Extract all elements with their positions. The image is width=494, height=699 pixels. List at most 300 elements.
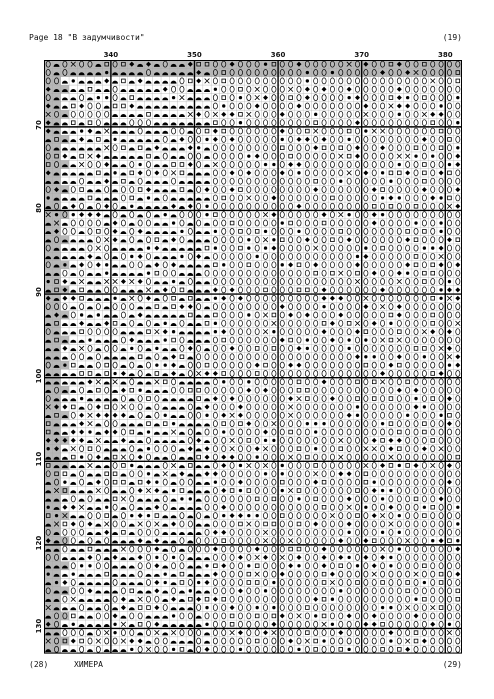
stitch-oval <box>355 596 359 602</box>
stitch-halfmoon <box>196 265 202 268</box>
stitch-square <box>239 112 243 116</box>
stitch-halfmoon <box>196 239 202 242</box>
stitch-oval <box>389 479 393 485</box>
stitch-oval <box>364 563 368 569</box>
stitch-oval <box>88 161 92 167</box>
stitch-oval <box>456 212 460 218</box>
stitch-oval <box>213 103 217 109</box>
stitch-oval <box>456 462 460 468</box>
stitch-oval <box>113 638 117 644</box>
stitch-oval <box>289 178 293 184</box>
stitch-halfmoon <box>112 591 118 594</box>
stitch-oval <box>222 153 226 159</box>
stitch-oval <box>130 546 134 552</box>
stitch-oval <box>263 253 267 259</box>
stitch-oval <box>230 270 234 276</box>
stitch-diamond <box>288 563 293 568</box>
stitch-diamond <box>213 530 218 535</box>
stitch-dot <box>423 355 426 358</box>
stitch-square <box>431 505 435 509</box>
stitch-halfmoon <box>129 599 135 602</box>
stitch-halfmoon <box>154 223 160 226</box>
stitch-dot <box>264 63 267 66</box>
stitch-halfmoon <box>179 156 185 159</box>
stitch-cross <box>364 463 369 468</box>
stitch-halfmoon <box>179 273 185 276</box>
stitch-oval <box>456 446 460 452</box>
stitch-oval <box>205 496 209 502</box>
stitch-cross <box>422 329 427 334</box>
stitch-oval <box>406 563 410 569</box>
stitch-oval <box>439 212 443 218</box>
stitch-cross <box>171 430 176 435</box>
stitch-oval <box>397 370 401 376</box>
stitch-oval <box>105 111 109 117</box>
stitch-diamond <box>347 471 352 476</box>
stitch-dot <box>398 531 401 534</box>
stitch-oval <box>247 638 251 644</box>
stitch-diamond <box>196 254 201 259</box>
stitch-oval <box>355 471 359 477</box>
stitch-cross <box>355 321 360 326</box>
stitch-oval <box>121 187 125 193</box>
stitch-diamond <box>455 547 460 552</box>
stitch-halfmoon <box>129 373 135 376</box>
stitch-oval <box>289 237 293 243</box>
stitch-oval <box>372 78 376 84</box>
stitch-oval <box>406 630 410 636</box>
stitch-diamond <box>205 455 210 460</box>
stitch-dot <box>381 531 384 534</box>
stitch-halfmoon <box>62 356 68 359</box>
stitch-oval <box>364 379 368 385</box>
stitch-square <box>155 238 159 242</box>
stitch-oval <box>347 579 351 585</box>
stitch-halfmoon <box>87 582 93 585</box>
stitch-diamond <box>313 480 318 485</box>
stitch-halfmoon <box>112 273 118 276</box>
stitch-oval <box>397 262 401 268</box>
stitch-square <box>364 472 368 476</box>
stitch-square <box>289 338 293 342</box>
stitch-diamond <box>414 613 419 618</box>
stitch-oval <box>247 412 251 418</box>
stitch-halfmoon <box>204 290 210 293</box>
stitch-oval <box>314 203 318 209</box>
stitch-oval <box>255 529 259 535</box>
stitch-oval <box>414 245 418 251</box>
stitch-oval <box>255 588 259 594</box>
stitch-diamond <box>205 580 210 585</box>
stitch-diamond <box>113 613 118 618</box>
stitch-oval <box>255 161 259 167</box>
stitch-halfmoon <box>204 231 210 234</box>
stitch-oval <box>230 404 234 410</box>
stitch-oval <box>431 571 435 577</box>
stitch-oval <box>364 596 368 602</box>
stitch-oval <box>355 170 359 176</box>
stitch-halfmoon <box>146 139 152 142</box>
stitch-square <box>448 171 452 175</box>
stitch-oval <box>422 295 426 301</box>
stitch-oval <box>314 320 318 326</box>
stitch-oval <box>372 462 376 468</box>
stitch-oval <box>180 521 184 527</box>
stitch-halfmoon <box>79 256 85 259</box>
stitch-halfmoon <box>137 440 143 443</box>
stitch-diamond <box>322 379 327 384</box>
stitch-oval <box>280 161 284 167</box>
stitch-oval <box>456 136 460 142</box>
stitch-oval <box>422 479 426 485</box>
stitch-diamond <box>455 262 460 267</box>
stitch-cross <box>230 630 235 635</box>
stitch-cross <box>88 154 93 159</box>
stitch-oval <box>230 429 234 435</box>
stitch-oval <box>255 178 259 184</box>
stitch-halfmoon <box>196 565 202 568</box>
stitch-oval <box>339 613 343 619</box>
stitch-halfmoon <box>179 641 185 644</box>
stitch-diamond <box>79 413 84 418</box>
stitch-oval <box>406 120 410 126</box>
stitch-oval <box>322 362 326 368</box>
stitch-oval <box>372 295 376 301</box>
stitch-halfmoon <box>162 549 168 552</box>
stitch-halfmoon <box>154 499 160 502</box>
stitch-halfmoon <box>95 298 101 301</box>
stitch-cross <box>213 162 218 167</box>
stitch-oval <box>372 454 376 460</box>
stitch-oval <box>289 195 293 201</box>
stitch-halfmoon <box>171 607 177 610</box>
stitch-oval <box>163 170 167 176</box>
stitch-oval <box>414 103 418 109</box>
stitch-square <box>222 422 226 426</box>
stitch-oval <box>322 178 326 184</box>
stitch-diamond <box>121 371 126 376</box>
stitch-halfmoon <box>62 106 68 109</box>
stitch-oval <box>197 187 201 193</box>
stitch-oval <box>305 320 309 326</box>
stitch-oval <box>222 354 226 360</box>
stitch-oval <box>372 646 376 652</box>
stitch-halfmoon <box>70 281 76 284</box>
stitch-diamond <box>221 505 226 510</box>
stitch-dot <box>398 196 401 199</box>
stitch-oval <box>155 529 159 535</box>
stitch-oval <box>414 295 418 301</box>
stitch-oval <box>222 404 226 410</box>
stitch-oval <box>272 270 276 276</box>
stitch-square <box>280 146 284 150</box>
stitch-oval <box>88 538 92 544</box>
stitch-dot <box>247 246 250 249</box>
stitch-diamond <box>447 463 452 468</box>
stitch-oval <box>347 387 351 393</box>
stitch-oval <box>414 605 418 611</box>
stitch-halfmoon <box>79 465 85 468</box>
stitch-halfmoon <box>112 248 118 251</box>
stitch-halfmoon <box>146 147 152 150</box>
stitch-oval <box>305 538 309 544</box>
stitch-diamond <box>322 563 327 568</box>
stitch-oval <box>255 78 259 84</box>
stitch-cross <box>422 112 427 117</box>
stitch-diamond <box>221 488 226 493</box>
stitch-halfmoon <box>70 465 76 468</box>
stitch-oval <box>389 220 393 226</box>
stitch-halfmoon <box>112 164 118 167</box>
stitch-diamond <box>414 404 419 409</box>
stitch-square <box>80 296 84 300</box>
stitch-cross <box>121 622 126 627</box>
stitch-oval <box>372 421 376 427</box>
stitch-oval <box>314 546 318 552</box>
stitch-diamond <box>330 338 335 343</box>
stitch-cross <box>246 112 251 117</box>
stitch-dot <box>314 430 317 433</box>
stitch-oval <box>163 195 167 201</box>
stitch-oval <box>355 571 359 577</box>
stitch-oval <box>280 320 284 326</box>
stitch-diamond <box>62 505 67 510</box>
stitch-oval <box>431 128 435 134</box>
stitch-oval <box>380 220 384 226</box>
stitch-oval <box>222 320 226 326</box>
stitch-square <box>397 171 401 175</box>
stitch-dot <box>214 330 217 333</box>
stitch-halfmoon <box>112 181 118 184</box>
stitch-square <box>389 96 393 100</box>
stitch-oval <box>105 187 109 193</box>
stitch-dot <box>381 606 384 609</box>
stitch-oval <box>297 504 301 510</box>
stitch-oval <box>431 446 435 452</box>
stitch-oval <box>272 178 276 184</box>
stitch-oval <box>322 646 326 652</box>
stitch-oval <box>255 621 259 627</box>
stitch-diamond <box>355 145 360 150</box>
stitch-oval <box>247 446 251 452</box>
stitch-oval <box>180 513 184 519</box>
stitch-oval <box>71 228 75 234</box>
stitch-dot <box>55 514 58 517</box>
stitch-oval <box>197 538 201 544</box>
stitch-diamond <box>205 647 210 652</box>
stitch-halfmoon <box>146 315 152 318</box>
stitch-oval <box>347 429 351 435</box>
stitch-oval <box>71 111 75 117</box>
stitch-oval <box>171 563 175 569</box>
stitch-oval <box>272 253 276 259</box>
stitch-cross <box>313 471 318 476</box>
stitch-diamond <box>255 103 260 108</box>
row-label: 100 <box>35 368 43 383</box>
stitch-oval <box>146 554 150 560</box>
stitch-oval <box>364 86 368 92</box>
stitch-oval <box>364 630 368 636</box>
stitch-oval <box>414 621 418 627</box>
stitch-oval <box>272 203 276 209</box>
stitch-halfmoon <box>171 574 177 577</box>
stitch-dot <box>331 623 334 626</box>
stitch-square <box>180 648 184 652</box>
stitch-halfmoon <box>196 340 202 343</box>
stitch-oval <box>280 588 284 594</box>
stitch-oval <box>314 454 318 460</box>
stitch-square <box>322 480 326 484</box>
stitch-oval <box>414 178 418 184</box>
stitch-oval <box>289 345 293 351</box>
stitch-dot <box>281 263 284 266</box>
stitch-oval <box>355 103 359 109</box>
stitch-oval <box>238 262 242 268</box>
stitch-oval <box>272 488 276 494</box>
stitch-diamond <box>322 287 327 292</box>
stitch-oval <box>138 345 142 351</box>
stitch-dot <box>281 489 284 492</box>
stitch-halfmoon <box>171 415 177 418</box>
stitch-oval <box>80 354 84 360</box>
stitch-diamond <box>171 521 176 526</box>
column-label: 360 <box>270 51 286 59</box>
stitch-oval <box>447 571 451 577</box>
stitch-oval <box>146 521 150 527</box>
stitch-diamond <box>447 287 452 292</box>
stitch-oval <box>255 245 259 251</box>
stitch-oval <box>397 613 401 619</box>
stitch-dot <box>113 171 116 174</box>
stitch-oval <box>439 304 443 310</box>
stitch-dot <box>439 221 442 224</box>
stitch-oval <box>422 195 426 201</box>
stitch-square <box>272 313 276 317</box>
stitch-halfmoon <box>70 348 76 351</box>
stitch-oval <box>289 245 293 251</box>
stitch-halfmoon <box>146 574 152 577</box>
stitch-oval <box>88 103 92 109</box>
stitch-oval <box>297 253 301 259</box>
stitch-oval <box>406 78 410 84</box>
stitch-oval <box>289 588 293 594</box>
stitch-oval <box>63 529 67 535</box>
stitch-oval <box>372 262 376 268</box>
stitch-oval <box>389 270 393 276</box>
stitch-oval <box>314 337 318 343</box>
stitch-dot <box>147 196 150 199</box>
stitch-dot <box>205 213 208 216</box>
stitch-oval <box>272 412 276 418</box>
stitch-oval <box>397 454 401 460</box>
stitch-square <box>406 230 410 234</box>
stitch-square <box>80 154 84 158</box>
stitch-oval <box>439 362 443 368</box>
stitch-diamond <box>113 237 118 242</box>
stitch-oval <box>280 646 284 652</box>
stitch-oval <box>96 161 100 167</box>
stitch-cross <box>246 522 251 527</box>
stitch-oval <box>339 379 343 385</box>
stitch-halfmoon <box>62 122 68 125</box>
stitch-square <box>331 238 335 242</box>
stitch-oval <box>322 605 326 611</box>
stitch-cross <box>230 413 235 418</box>
stitch-halfmoon <box>129 607 135 610</box>
stitch-oval <box>297 187 301 193</box>
stitch-square <box>431 397 435 401</box>
stitch-dot <box>306 71 309 74</box>
stitch-oval <box>222 270 226 276</box>
stitch-halfmoon <box>162 616 168 619</box>
stitch-dot <box>138 389 141 392</box>
stitch-oval <box>230 588 234 594</box>
stitch-square <box>339 146 343 150</box>
stitch-square <box>431 313 435 317</box>
stitch-oval <box>431 86 435 92</box>
stitch-oval <box>305 354 309 360</box>
stitch-oval <box>205 387 209 393</box>
stitch-oval <box>205 613 209 619</box>
stitch-cross <box>113 279 118 284</box>
stitch-oval <box>330 529 334 535</box>
stitch-diamond <box>271 622 276 627</box>
stitch-dot <box>247 564 250 567</box>
stitch-diamond <box>288 396 293 401</box>
stitch-oval <box>238 605 242 611</box>
stitch-diamond <box>355 95 360 100</box>
stitch-oval <box>280 103 284 109</box>
stitch-oval <box>213 504 217 510</box>
stitch-diamond <box>355 154 360 159</box>
stitch-oval <box>380 571 384 577</box>
stitch-oval <box>247 554 251 560</box>
stitch-oval <box>213 379 217 385</box>
stitch-oval <box>305 253 309 259</box>
stitch-halfmoon <box>112 515 118 518</box>
stitch-oval <box>397 145 401 151</box>
stitch-oval <box>422 571 426 577</box>
stitch-oval <box>105 228 109 234</box>
stitch-square <box>197 388 201 392</box>
stitch-cross <box>372 446 377 451</box>
stitch-dot <box>72 79 75 82</box>
stitch-dot <box>130 255 133 258</box>
stitch-square <box>397 447 401 451</box>
stitch-halfmoon <box>129 147 135 150</box>
stitch-oval <box>380 78 384 84</box>
stitch-square <box>88 447 92 451</box>
stitch-halfmoon <box>87 607 93 610</box>
stitch-halfmoon <box>120 540 126 543</box>
stitch-diamond <box>430 195 435 200</box>
stitch-oval <box>456 488 460 494</box>
stitch-oval <box>305 546 309 552</box>
stitch-oval <box>247 529 251 535</box>
stitch-oval <box>372 337 376 343</box>
stitch-oval <box>355 187 359 193</box>
stitch-oval <box>155 412 159 418</box>
stitch-oval <box>289 329 293 335</box>
stitch-oval <box>422 454 426 460</box>
stitch-oval <box>447 387 451 393</box>
stitch-oval <box>364 370 368 376</box>
stitch-oval <box>330 345 334 351</box>
stitch-oval <box>330 187 334 193</box>
stitch-oval <box>380 95 384 101</box>
stitch-diamond <box>330 396 335 401</box>
stitch-oval <box>406 546 410 552</box>
